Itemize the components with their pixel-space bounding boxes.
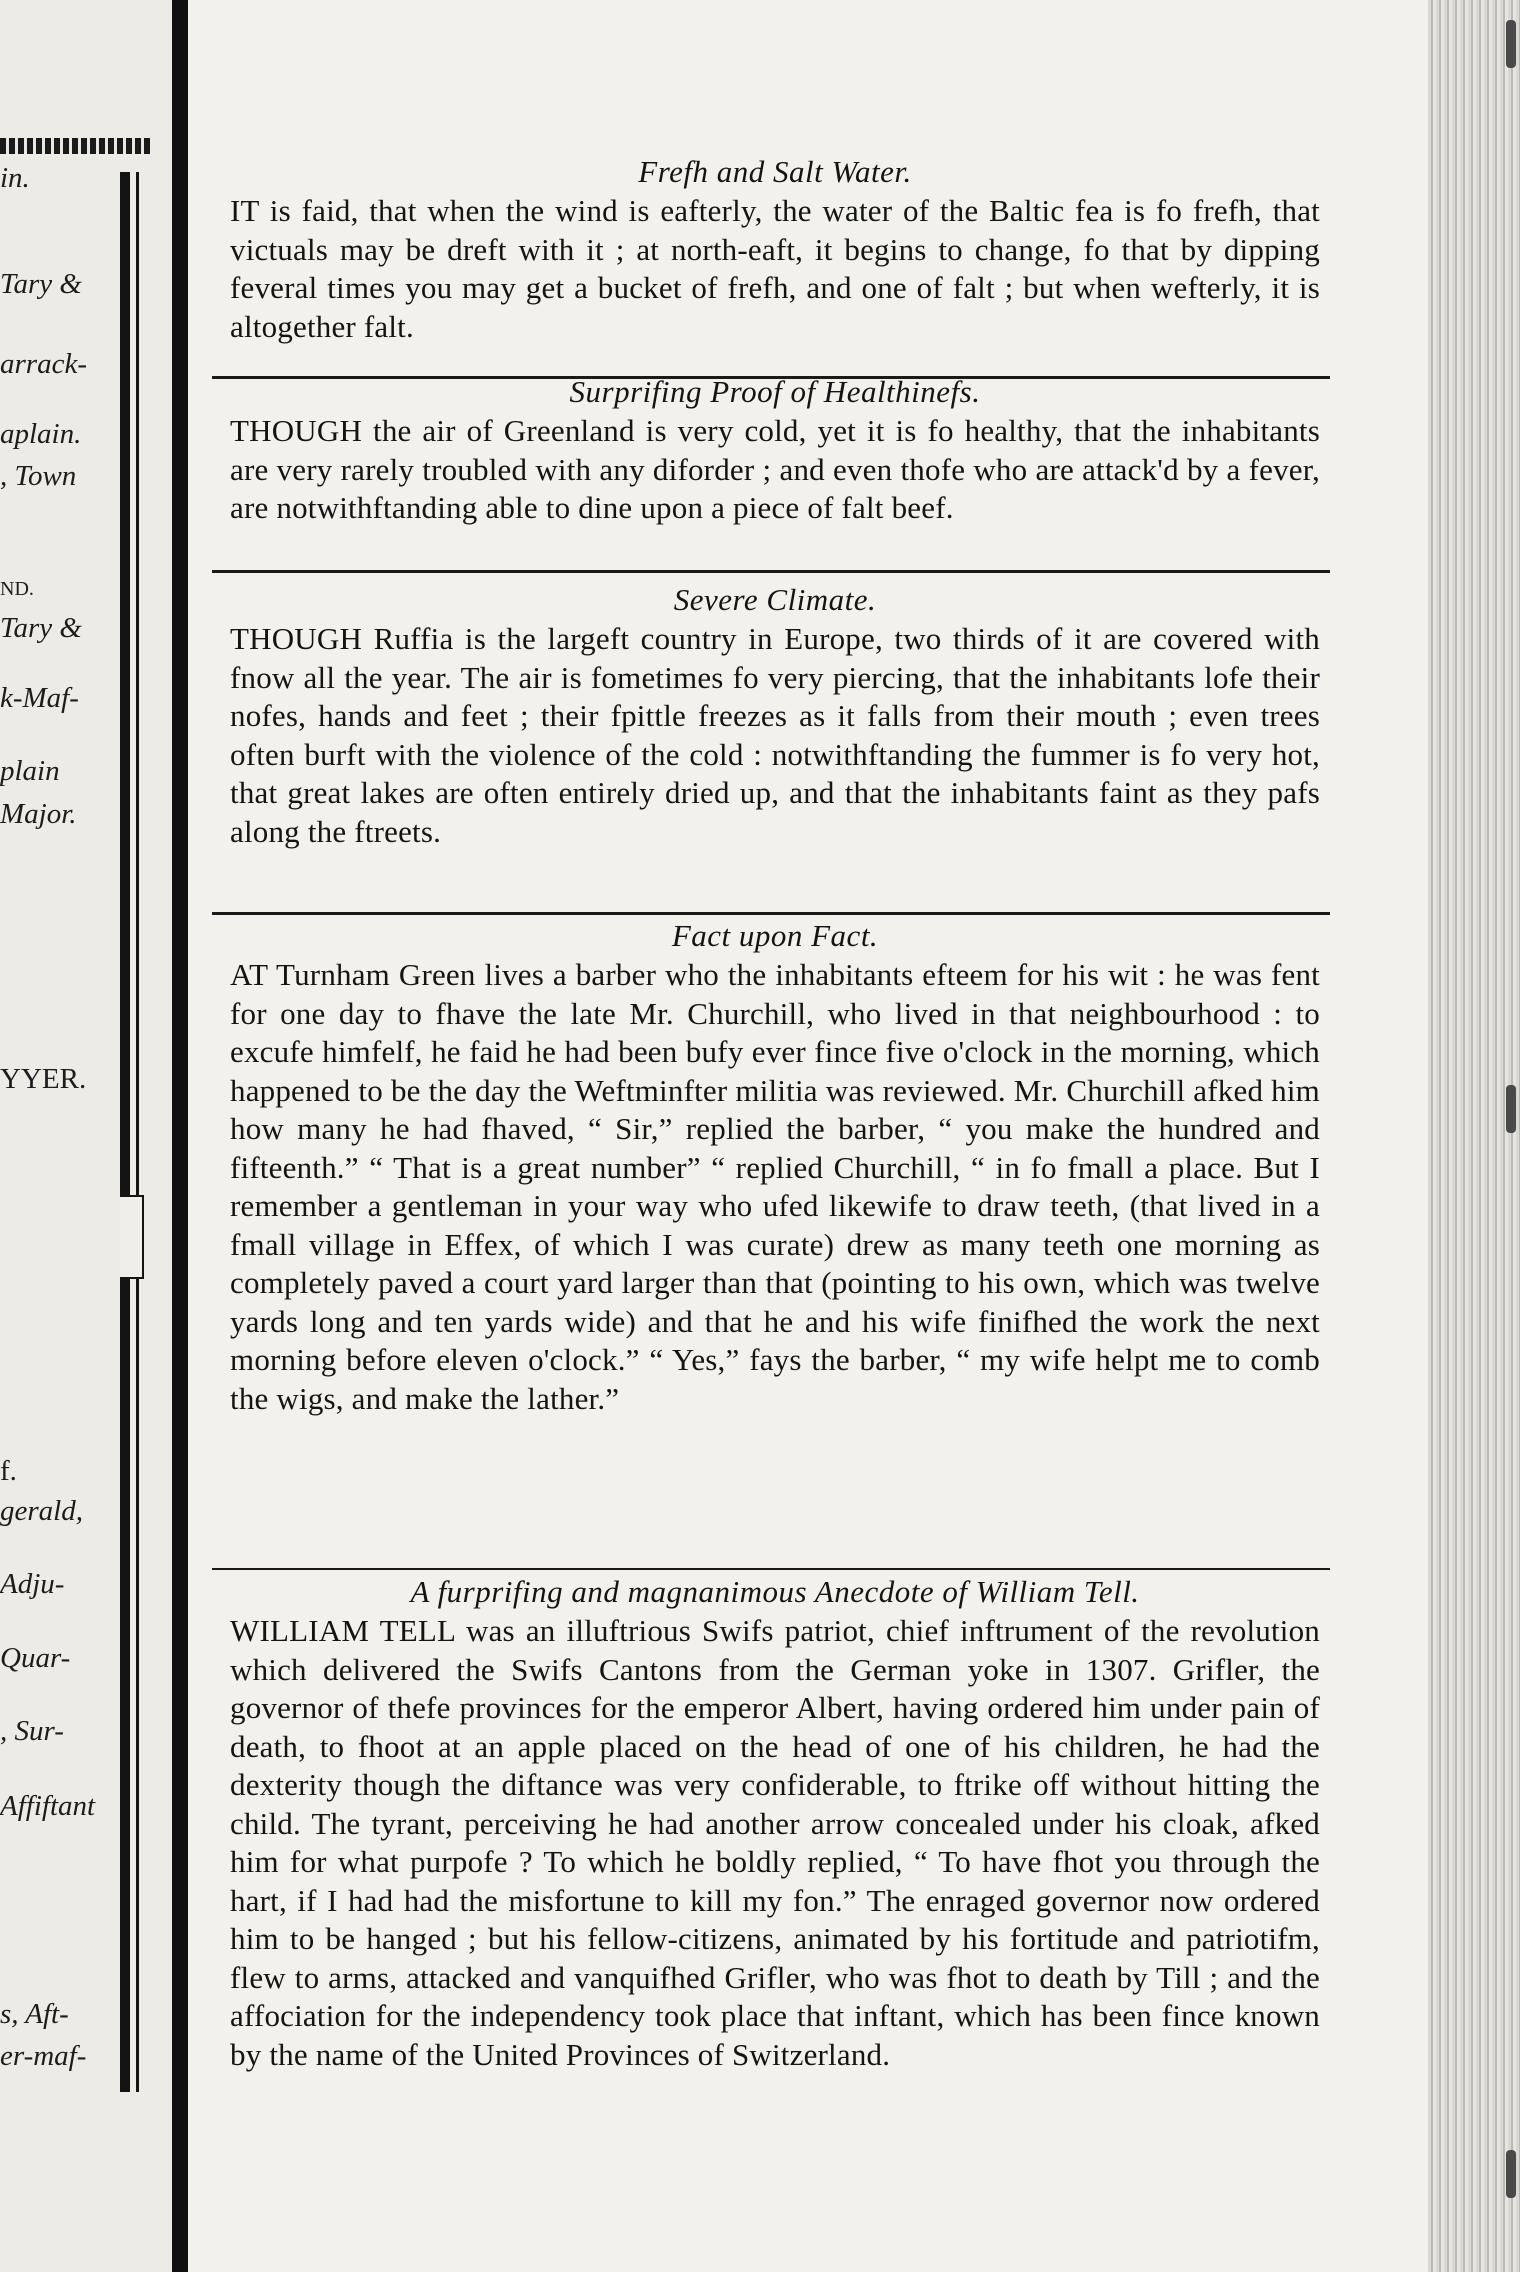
article-body: THOUGH Ruffia is the largeft country in Europe, two thirds of it are covered with fnow all the year. The air is fometimes fo very piercing, that the inhabitants lofe their nofes, hands and feet ; their fpittle freezes as it falls from their mouth ; even trees often burft with the violence of the cold : notwithftanding the fummer is fo very hot, that great lakes are often entirely dried up, and that the inhabitants faint as they pafs along the ftreets.	[230, 621, 1320, 849]
left-fragment-6: ND.	[0, 578, 34, 600]
article-heading: Fact upon Fact.	[671, 918, 879, 953]
left-fragment-15: Quar-	[0, 1642, 71, 1674]
article-proof-of-healthiness	[230, 372, 1320, 528]
article-body: THOUGH the air of Greenland is very cold, yet it is fo healthy, that the inhabitants are very rarely troubled with any diforder ; and even thofe who are attack'd by a fever, are notwithftanding able to dine upon a piece of falt beef.	[230, 413, 1320, 525]
left-page-fragment	[0, 0, 172, 2272]
article-heading: A furprifing and magnanimous Anecdote of William Tell.	[410, 1574, 1140, 1609]
left-fragment-18: s, Aft-	[0, 1998, 69, 2030]
article-severe-climate	[230, 580, 1320, 851]
left-fragment-17: Affiftant	[0, 1790, 96, 1822]
left-fragment-10: Major.	[0, 798, 77, 830]
section-rule	[212, 912, 1330, 915]
left-fragment-8: k-Maf-	[0, 682, 79, 714]
article-fact-upon-fact	[230, 916, 1320, 1418]
article-body: WILLIAM TELL was an illuftrious Swifs patriot, chief inftrument of the revolution which delivered the Swifs Cantons from the German yoke in 1307. Grifler, the governor of thefe provinces for the emperor Albert, having ordered him under pain of death, to fhoot at an apple placed on the head of one of his children, he had the dexterity though the diftance was very confiderable, to ftrike off without hitting the child. The tyrant, perceiving he had another arrow concealed under his cloak, afked him for what purpofe ? To which he boldly replied, “ To have fhot you through the hart, if I had had the misfortune to kill my fon.” The enraged governor now ordered him to be hanged ; but his fellow-citizens, animated by his fortitude and patriotifm, flew to arms, attacked and vanquifhed Grifler, who was fhot to death by Till ; and the affociation for the independency took place that inftant, which has been fince known by the name of the United Provinces of Switzerland.	[230, 1613, 1320, 2072]
binding-mark	[1506, 1085, 1516, 1133]
left-fragment-4: aplain.	[0, 418, 82, 450]
article-heading: Severe Climate.	[673, 582, 877, 617]
left-fragment-13: gerald,	[0, 1495, 83, 1527]
left-fragment-19: er-maf-	[0, 2040, 87, 2072]
binding-mark	[1506, 2150, 1516, 2198]
section-rule	[212, 570, 1330, 573]
left-fragment-11: YYER.	[0, 1063, 87, 1095]
article-heading: Surprifing Proof of Healthinefs.	[569, 374, 981, 409]
article-fresh-and-salt-water	[230, 152, 1320, 346]
left-fragment-1: in.	[0, 162, 30, 194]
left-fragment-16: , Sur-	[0, 1715, 64, 1747]
left-page-border-rule-thin	[136, 172, 139, 2092]
article-body: IT is faid, that when the wind is eafterly, the water of the Baltic fea is fo frefh, that victuals may be dreft with it ; at north-eaft, it begins to change, fo that by dipping feveral times you may get a bucket of frefh, and one of falt ; but when wefterly, it is altogether falt.	[230, 193, 1320, 344]
left-page-border-rule	[120, 172, 130, 2092]
left-fragment-2: Tary &	[0, 268, 82, 300]
left-fragment-12: f.	[0, 1455, 17, 1487]
left-page-ornament-rule	[0, 138, 150, 154]
left-fragment-14: Adju-	[0, 1568, 65, 1600]
article-body: AT Turnham Green lives a barber who the inhabitants efteem for his wit : he was fent for one day to fhave the late Mr. Churchill, who lived in that neighbourhood : to excufe himfelf, he faid he had been bufy ever fince five o'clock in the morning, which happened to be the day the Weftminfter militia was reviewed. Mr. Churchill afked him how many he had fhaved, “ Sir,” replied the barber, “ you make the hundred and fifteenth.” “ That is a great number” “ replied Churchill, “ in fo fmall a place. But I remember a gentleman in your way who ufed likewife to draw teeth, (that lived in a fmall village in Effex, of which I was curate) drew as many teeth one morning as completely paved a court yard larger than that (pointing to his own, which was twelve yards long and ten yards wide) and that he and his wife finifhed the work the next morning before eleven o'clock.” “ Yes,” fays the barber, “ my wife helpt me to comb the wigs, and make the lather.”	[230, 957, 1320, 1416]
left-fragment-5: , Town	[0, 460, 77, 492]
page-stack-edge	[1428, 0, 1520, 2272]
left-fragment-3: arrack-	[0, 348, 87, 380]
binding-mark	[1506, 20, 1516, 68]
article-heading: Frefh and Salt Water.	[638, 154, 912, 189]
left-fragment-9: plain	[0, 755, 60, 787]
left-page-tab-mark	[120, 1195, 144, 1279]
left-fragment-7: Tary &	[0, 612, 82, 644]
section-rule	[212, 1568, 1330, 1570]
article-william-tell	[230, 1572, 1320, 2074]
